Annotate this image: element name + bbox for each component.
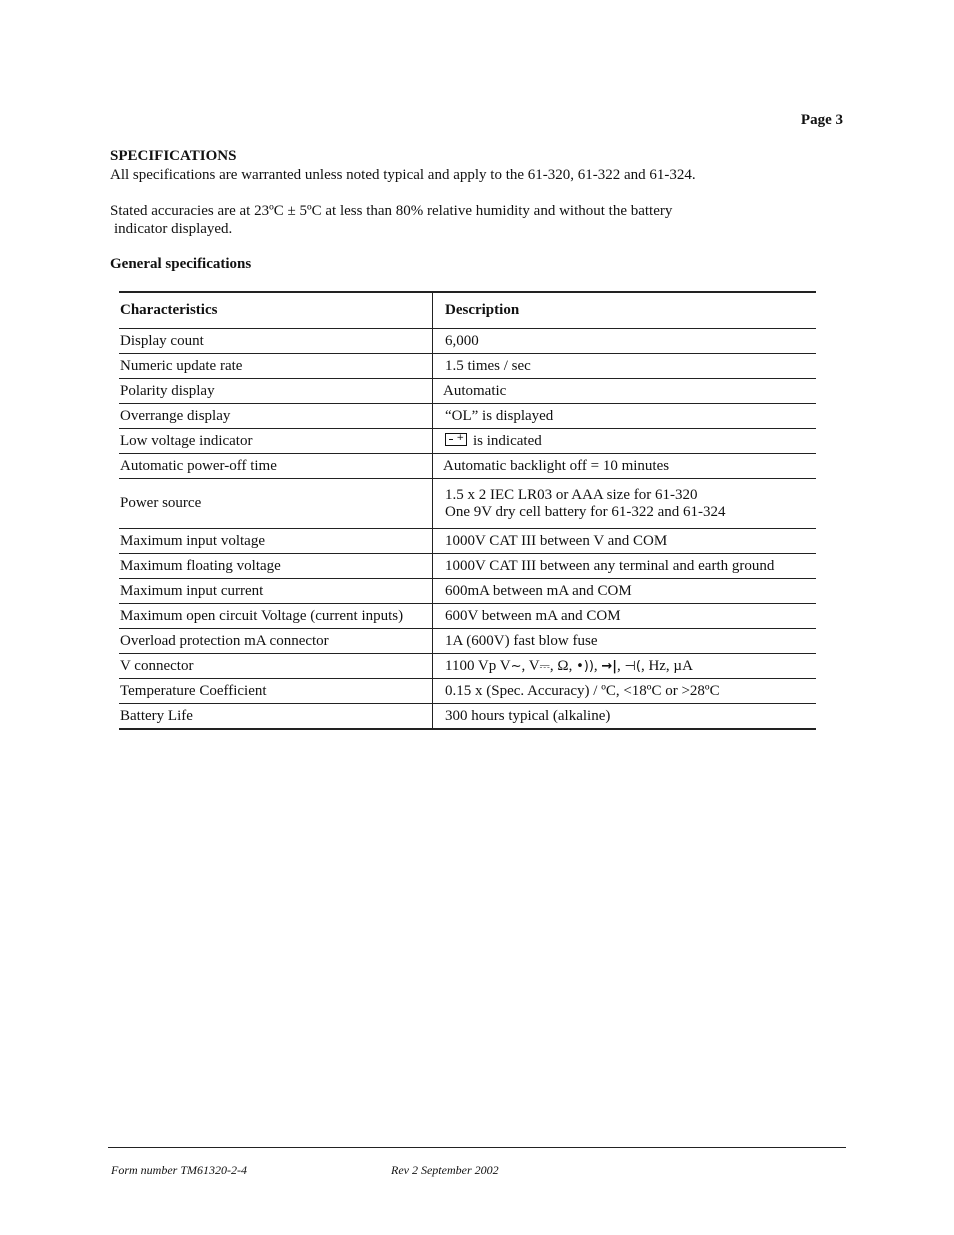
row-description: Automatic [433,379,817,404]
v-connector-prefix: 1100 Vp V [445,657,511,674]
row-description [433,429,817,454]
row-characteristic: Maximum floating voltage [119,554,433,579]
row-characteristic: Maximum input current [119,579,433,604]
header-characteristics: Characteristics [119,292,433,329]
header-description: Description [433,292,817,329]
table-row [119,379,816,404]
footer-revision: Rev 2 September 2002 [391,1163,499,1177]
table-row [119,329,816,354]
table-row [119,429,816,454]
row-characteristic: Maximum open circuit Voltage (current inputs) [119,604,433,629]
battery-icon [445,433,467,446]
continuity-icon: •)) [576,658,594,674]
row-description: 1.5 times / sec [433,354,817,379]
v-connector-v: , V [521,657,540,674]
row-characteristic: Overrange display [119,404,433,429]
power-source-line-2: One 9V dry cell battery for 61-322 and 61-324 [445,503,726,520]
accuracy-paragraph [110,202,830,238]
row-description: 600V between mA and COM [433,604,817,629]
intro-paragraph [110,166,830,184]
general-specifications-title: General specifications [110,256,252,272]
accuracy-line-1: Stated accuracies are at 23ºC ± 5ºC at less than 80% relative humidity and without the battery [110,203,673,219]
page-number: Page 3 [800,112,843,128]
row-characteristic: Battery Life [119,704,433,730]
row-characteristic: Maximum input voltage [119,529,433,554]
row-description: “OL” is displayed [433,404,817,429]
v-connector-suffix: , Hz, µA [640,657,693,674]
row-characteristic: Low voltage indicator [119,429,433,454]
row-description: 6,000 [433,329,817,354]
table-row [119,579,816,604]
accuracy-line-2: indicator displayed. [114,221,233,237]
row-characteristic: Numeric update rate [119,354,433,379]
row-description: 600mA between mA and COM [433,579,817,604]
row-description: 0.15 x (Spec. Accuracy) / ºC, <18ºC or >28ºC [433,679,817,704]
row-characteristic: Temperature Coefficient [119,679,433,704]
low-voltage-text: is indicated [473,432,542,449]
table-header-row [119,292,816,329]
row-characteristic: V connector [119,654,433,679]
table-row [119,354,816,379]
table-row [119,404,816,429]
diode-icon: →| [601,658,618,674]
footer-divider [108,1147,846,1148]
row-description: 300 hours typical (alkaline) [433,704,817,730]
table-row [119,629,816,654]
dc-symbol-icon: ⎓ [539,658,550,674]
table-row [119,454,816,479]
general-specifications-table [119,291,816,730]
v-connector-ohm: , Ω, [549,657,577,674]
table-row [119,604,816,629]
footer-form-number: Form number TM61320-2-4 [111,1163,247,1177]
row-characteristic: Display count [119,329,433,354]
table-row [119,704,816,730]
power-source-line-1: 1.5 x 2 IEC LR03 or AAA size for 61-320 [445,486,698,503]
row-description: 1000V CAT III between any terminal and earth ground [433,554,817,579]
intro-text: All specifications are warranted unless noted typical and apply to the 61-320, 61-322 and 61-324. [110,167,696,183]
row-description: Automatic backlight off = 10 minutes [433,454,817,479]
row-description [433,654,817,679]
row-characteristic: Automatic power-off time [119,454,433,479]
table-row [119,479,816,529]
row-description [433,479,817,529]
table-row [119,654,816,679]
row-description: 1000V CAT III between V and COM [433,529,817,554]
table-row [119,554,816,579]
table-row [119,529,816,554]
v-connector-sep-2: , [617,657,625,674]
row-characteristic: Power source [119,479,433,529]
table-row [119,679,816,704]
v-connector-sep-1: , [593,657,602,674]
ac-symbol-icon: ~ [510,658,522,674]
section-title: SPECIFICATIONS [110,148,237,164]
row-characteristic: Overload protection mA connector [119,629,433,654]
row-description: 1A (600V) fast blow fuse [433,629,817,654]
row-characteristic: Polarity display [119,379,433,404]
capacitor-icon: ⊣( [624,658,641,674]
